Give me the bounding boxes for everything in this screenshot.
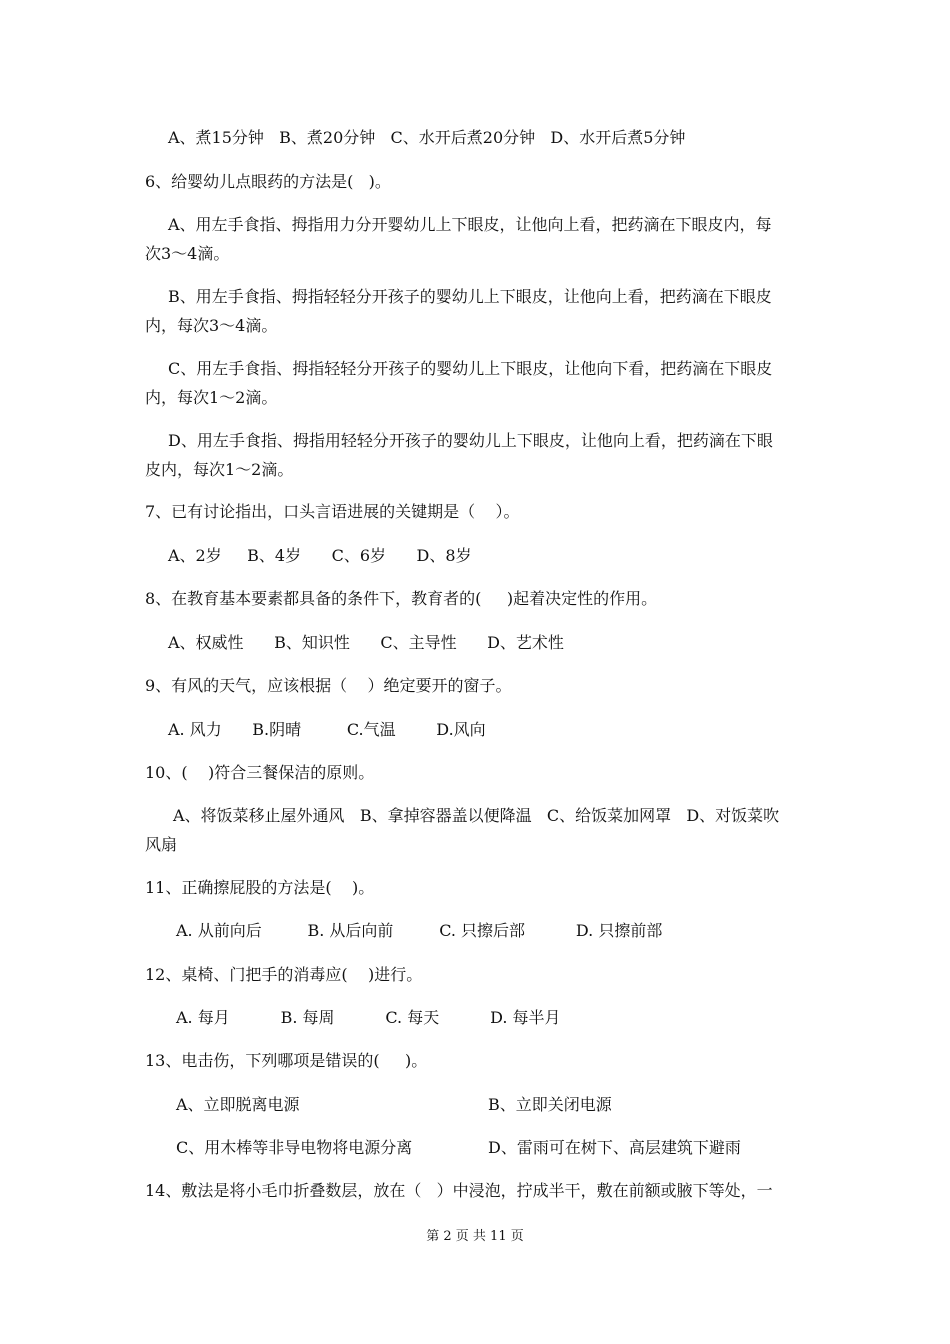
question-7-options: A、2岁 B、4岁 C、6岁 D、8岁: [168, 546, 472, 565]
question-6-option-b-line2: 内，每次3～4滴。: [145, 316, 278, 335]
question-9-options: A. 风力 B.阴晴 C.气温 D.风向: [168, 720, 486, 739]
question-10-options-line2: 风扇: [145, 835, 178, 854]
question-5-options: A、煮15分钟 B、煮20分钟 C、水开后煮20分钟 D、水开后煮5分钟: [168, 128, 686, 147]
question-13-option-c: C、用木棒等非导电物将电源分离: [176, 1138, 413, 1157]
question-8-options: A、权威性 B、知识性 C、主导性 D、艺术性: [168, 633, 564, 652]
question-10-stem: 10、( )符合三餐保洁的原则。: [145, 763, 375, 782]
question-10-options-line1: A、将饭菜移止屋外通风 B、拿掉容器盖以便降温 C、给饭菜加网罩 D、对饭菜吹: [173, 806, 780, 825]
question-6-option-d-line2: 皮内，每次1～2滴。: [145, 460, 294, 479]
question-6-option-a-line1: A、用左手食指、拇指用力分开婴幼儿上下眼皮，让他向上看，把药滴在下眼皮内，每: [168, 215, 772, 234]
question-6-option-c-line2: 内，每次1～2滴。: [145, 388, 278, 407]
question-11-options: A. 从前向后 B. 从后向前 C. 只擦后部 D. 只擦前部: [176, 921, 663, 940]
question-12-options: A. 每月 B. 每周 C. 每天 D. 每半月: [176, 1008, 561, 1027]
question-13-stem: 13、电击伤，下列哪项是错误的( )。: [145, 1051, 428, 1070]
question-8-stem: 8、在教育基本要素都具备的条件下，教育者的( )起着决定性的作用。: [145, 589, 658, 608]
question-13-option-b: B、立即关闭电源: [488, 1095, 612, 1114]
question-9-stem: 9、有风的天气，应该根据（ ）绝定要开的窗子。: [145, 676, 512, 695]
page-number-footer: 第 2 页 共 11 页: [426, 1229, 524, 1244]
question-6-option-b-line1: B、用左手食指、拇指轻轻分开孩子的婴幼儿上下眼皮，让他向上看，把药滴在下眼皮: [168, 287, 772, 306]
question-6-stem: 6、给婴幼儿点眼药的方法是( )。: [145, 172, 391, 191]
question-14-stem: 14、敷法是将小毛巾折叠数层，放在（ ）中浸泡，拧成半干，敷在前额或腋下等处，一: [145, 1181, 773, 1200]
question-13-option-d: D、雷雨可在树下、高层建筑下避雨: [488, 1138, 741, 1157]
question-6-option-c-line1: C、用左手食指、拇指轻轻分开孩子的婴幼儿上下眼皮，让他向下看，把药滴在下眼皮: [168, 359, 773, 378]
question-13-option-a: A、立即脱离电源: [176, 1095, 300, 1114]
question-7-stem: 7、已有讨论指出，口头言语进展的关键期是（ ）。: [145, 502, 520, 521]
question-12-stem: 12、桌椅、门把手的消毒应( )进行。: [145, 965, 423, 984]
question-6-option-a-line2: 次3～4滴。: [145, 244, 230, 263]
question-11-stem: 11、正确擦屁股的方法是( )。: [145, 878, 375, 897]
question-6-option-d-line1: D、用左手食指、拇指用轻轻分开孩子的婴幼儿上下眼皮，让他向上看，把药滴在下眼: [168, 431, 773, 450]
